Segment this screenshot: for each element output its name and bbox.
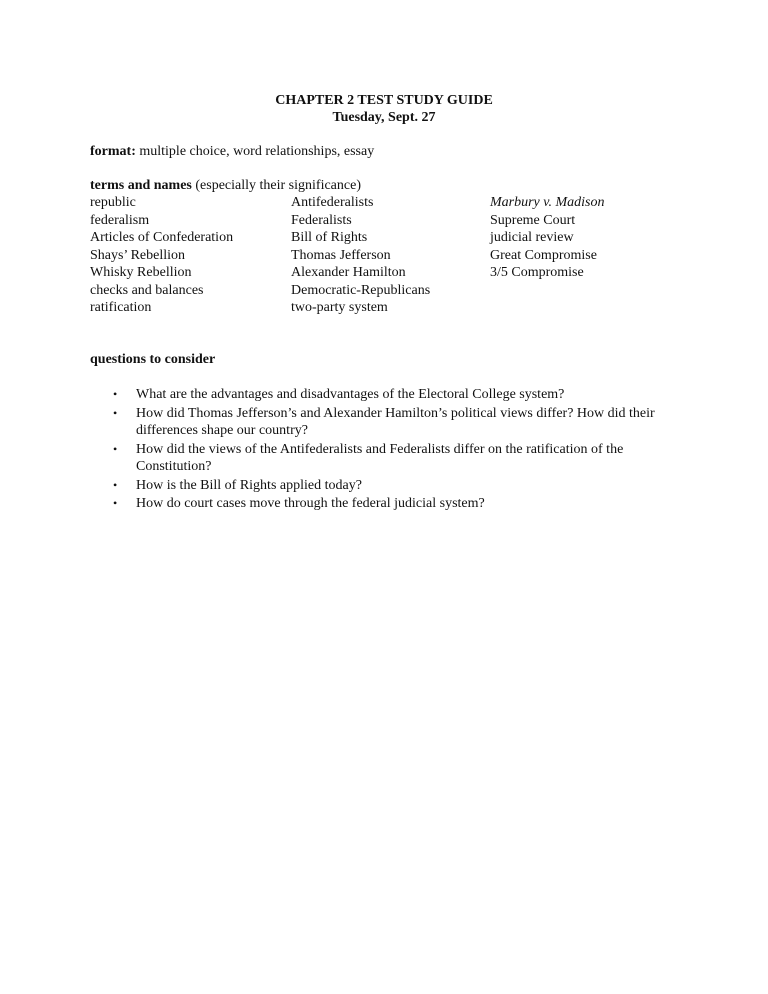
format-label: format: bbox=[90, 144, 136, 159]
term-item: Marbury v. Madison bbox=[490, 195, 605, 210]
bullet-icon: • bbox=[113, 477, 118, 492]
term-item: Federalists bbox=[291, 212, 352, 228]
question-text: How did Thomas Jefferson’s and Alexander Hamilton’s political views differ? How did their differences shape our country? bbox=[136, 405, 655, 438]
question-text: How is the Bill of Rights applied today? bbox=[136, 477, 362, 493]
questions-heading: questions to consider bbox=[90, 352, 216, 367]
term-item: republic bbox=[90, 195, 136, 210]
question-text: How did the views of the Antifederalists and Federalists differ on the ratification of the Constitution? bbox=[136, 441, 624, 474]
term-item: Shays’ Rebellion bbox=[90, 247, 186, 263]
question-item bbox=[90, 386, 690, 404]
term-item: ratification bbox=[90, 300, 152, 315]
term-item: Great Compromise bbox=[490, 247, 597, 263]
bullet-icon: • bbox=[113, 496, 118, 510]
term-item: Whisky Rebellion bbox=[90, 265, 192, 280]
questions-list bbox=[90, 386, 690, 514]
question-item bbox=[90, 495, 690, 513]
term-item: judicial review bbox=[490, 230, 574, 245]
terms-note: (especially their significance) bbox=[191, 178, 361, 193]
terms-column-3 bbox=[490, 194, 604, 282]
term-item: Bill of Rights bbox=[291, 230, 368, 245]
format-line bbox=[90, 143, 374, 160]
question-item bbox=[90, 405, 690, 440]
question-item bbox=[90, 477, 690, 495]
term-item: Articles of Confederation bbox=[90, 230, 234, 245]
term-item: Alexander Hamilton bbox=[291, 265, 406, 280]
bullet-icon: • bbox=[113, 441, 118, 456]
term-item: federalism bbox=[90, 212, 150, 228]
term-item: two-party system bbox=[291, 300, 388, 315]
document-date: Tuesday, Sept. 27 bbox=[332, 110, 436, 125]
bullet-icon: • bbox=[113, 405, 118, 420]
term-item: Democratic-Republicans bbox=[291, 282, 431, 298]
terms-label: terms and names bbox=[90, 178, 192, 193]
format-text: multiple choice, word relationships, essay bbox=[135, 144, 375, 159]
term-item: 3/5 Compromise bbox=[490, 265, 584, 280]
question-text: What are the advantages and disadvantages of the Electoral College system? bbox=[136, 387, 565, 402]
term-item: checks and balances bbox=[90, 282, 204, 298]
question-item bbox=[90, 441, 690, 476]
question-text: How do court cases move through the federal judicial system? bbox=[136, 496, 485, 511]
terms-heading bbox=[90, 177, 361, 194]
term-item: Supreme Court bbox=[490, 212, 576, 228]
term-item: Thomas Jefferson bbox=[291, 247, 391, 263]
document-title: CHAPTER 2 TEST STUDY GUIDE bbox=[275, 93, 493, 108]
term-item: Antifederalists bbox=[291, 195, 374, 210]
terms-column-1 bbox=[90, 194, 233, 317]
terms-column-2 bbox=[291, 194, 430, 317]
bullet-icon: • bbox=[113, 387, 118, 401]
